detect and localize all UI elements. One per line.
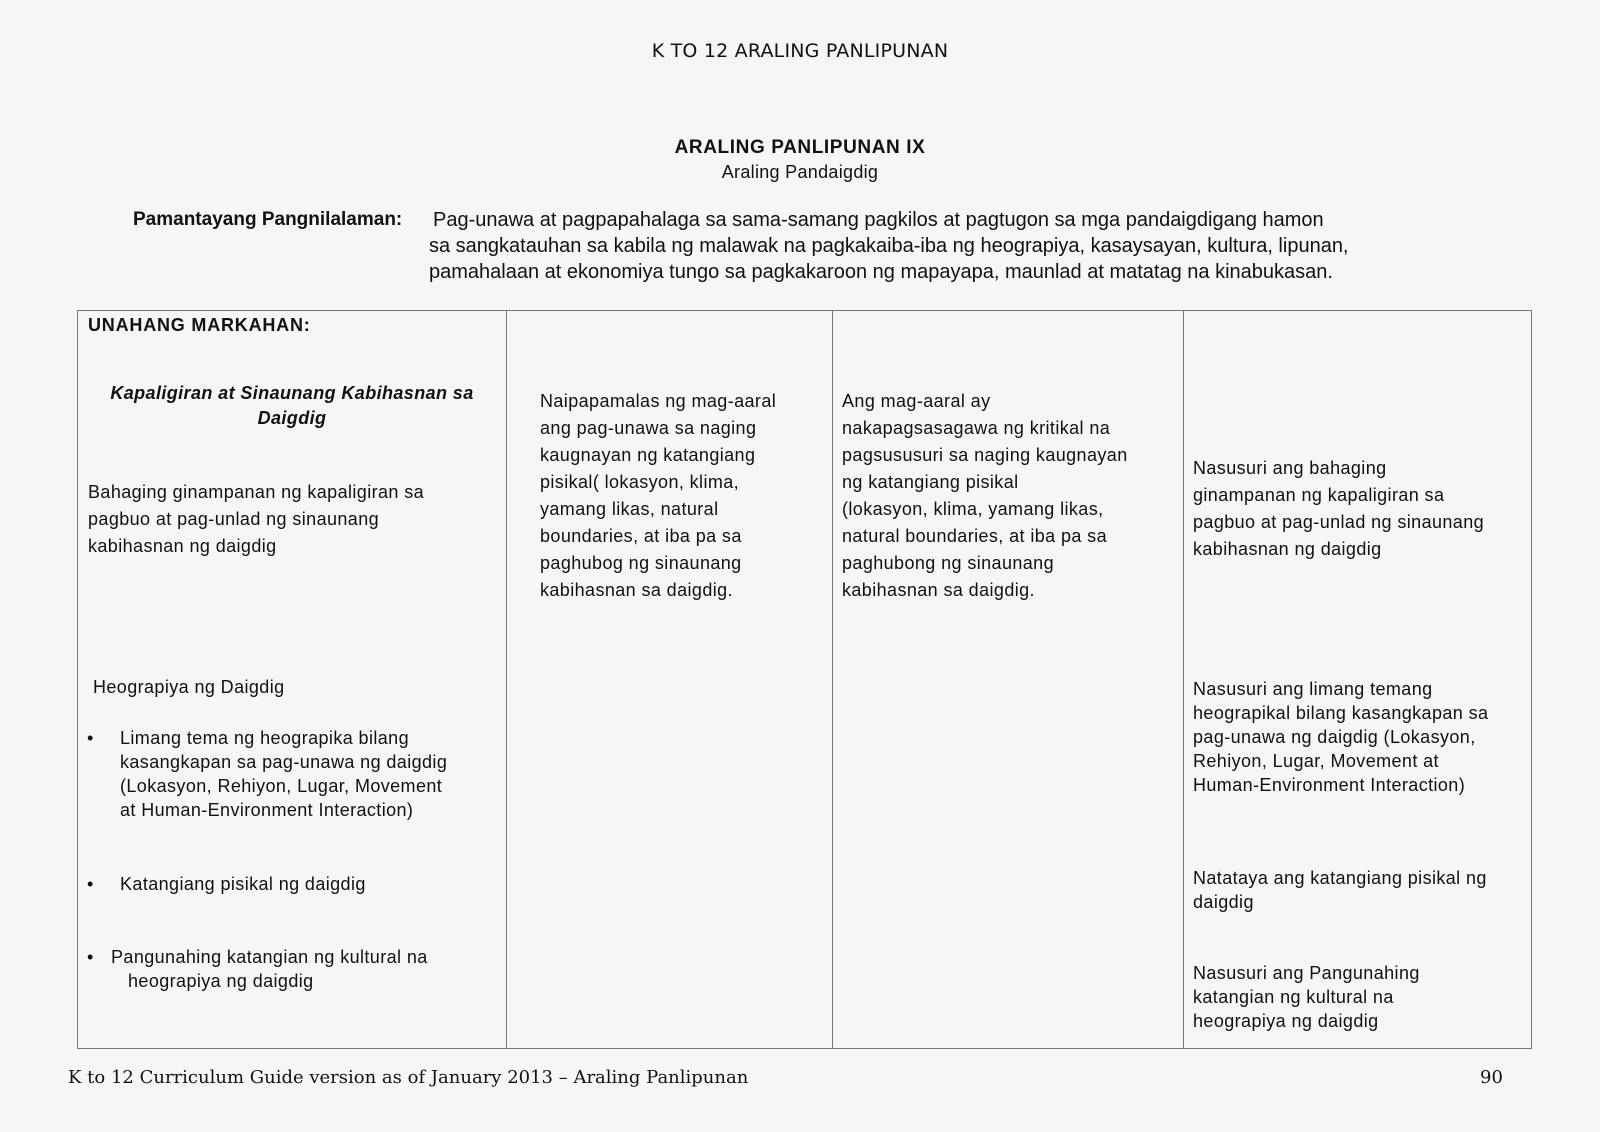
text-line: daigdig (1193, 892, 1254, 912)
text-line: kabihasnan ng daigdig (1193, 539, 1382, 559)
text-line: ang pag-unawa sa naging (540, 418, 757, 438)
text-line: (lokasyon, klima, yamang likas, (842, 499, 1104, 519)
text-line: heograpiya ng daigdig (1193, 1011, 1379, 1031)
text-line: yamang likas, natural (540, 499, 719, 519)
topic-intro (88, 479, 488, 560)
list-item (87, 726, 510, 822)
content-standard-label: Pamantayang Pangnilalaman: (133, 209, 403, 230)
footer-text: K to 12 Curriculum Guide version as of January 2013 – Araling Panlipunan (68, 1067, 749, 1088)
list-item-line: at Human-Environment Interaction) (120, 800, 414, 820)
text-line: boundaries, at iba pa sa (540, 526, 742, 546)
performance-column (832, 311, 1183, 1048)
competency-column (1183, 311, 1531, 1048)
text-line: pisikal( lokasyon, klima, (540, 472, 740, 492)
text-line: pag-unawa ng daigdig (Lokasyon, (1193, 727, 1476, 747)
text-line: pagsususuri sa naging kaugnayan (842, 445, 1128, 465)
text-line: Human-Environment Interaction) (1193, 775, 1466, 795)
subtopic-heading: Heograpiya ng Daigdig (93, 677, 285, 697)
competency-item (1193, 866, 1528, 914)
text-line: paghubog ng sinaunang (540, 553, 742, 573)
competency-item (1193, 677, 1528, 797)
text-line: paghubong ng sinaunang (842, 553, 1054, 573)
text-line: nakapagsasagawa ng kritikal na (842, 418, 1111, 438)
quarter-label: UNAHANG MARKAHAN: (88, 315, 311, 335)
topic-intro-line: Bahaging ginampanan ng kapaligiran sa (88, 482, 425, 502)
curriculum-table (77, 310, 1532, 1049)
text-line: kabihasnan sa daigdig. (540, 580, 733, 600)
document-subtitle: Araling Pandaigdig (721, 162, 879, 182)
content-standard-text (429, 207, 1529, 285)
list-item-line: kasangkapan sa pag-unawa ng daigdig (120, 752, 448, 772)
text-line: Natataya ang katangiang pisikal ng (1193, 868, 1487, 888)
content-standard-line: pamahalaan at ekonomiya tungo sa pagkakaroon ng mapayapa, maunlad at matatag na kinabukasan. (429, 261, 1333, 283)
content-standard-line: sa sangkatauhan sa kabila ng malawak na pagkakaiba-iba ng heograpiya, kasaysayan, kultura, lipunan, (429, 235, 1349, 257)
text-line: natural boundaries, at iba pa sa (842, 526, 1107, 546)
list-item-line: heograpiya ng daigdig (128, 971, 314, 991)
text-line: ginampanan ng kapaligiran sa (1193, 485, 1445, 505)
text-line: kaugnayan ng katangiang (540, 445, 756, 465)
list-item-line: Limang tema ng heograpika bilang (120, 728, 409, 748)
text-line: Rehiyon, Lugar, Movement at (1193, 751, 1439, 771)
text-line: heograpikal bilang kasangkapan sa (1193, 703, 1489, 723)
list-item (87, 872, 510, 896)
text-line: katangian ng kultural na (1193, 987, 1394, 1007)
content-column (78, 311, 506, 1048)
standard-description (540, 388, 830, 604)
competency-item (1193, 455, 1528, 563)
list-item (87, 945, 511, 993)
document-title: ARALING PANLIPUNAN IX (674, 137, 926, 158)
list-item-line: (Lokasyon, Rehiyon, Lugar, Movement (120, 776, 443, 796)
running-header: K TO 12 ARALING PANLIPUNAN (651, 40, 949, 62)
text-line: Nasusuri ang limang temang (1193, 679, 1433, 699)
performance-description (842, 388, 1180, 604)
competency-item (1193, 961, 1528, 1033)
text-line: kabihasnan sa daigdig. (842, 580, 1035, 600)
bullet-marker: • (87, 728, 94, 748)
text-line: ng katangiang pisikal (842, 472, 1019, 492)
list-item-line: Katangiang pisikal ng daigdig (120, 874, 366, 894)
bullet-marker: • (87, 874, 94, 894)
bullet-marker: • (87, 947, 94, 967)
standard-column (506, 311, 832, 1048)
topic-intro-line: pagbuo at pag-unlad ng sinaunang (88, 509, 380, 529)
list-item-line: Pangunahing katangian ng kultural na (111, 947, 428, 967)
topic-intro-line: kabihasnan ng daigdig (88, 536, 277, 556)
text-line: pagbuo at pag-unlad ng sinaunang (1193, 512, 1485, 532)
text-line: Nasusuri ang bahaging (1193, 458, 1387, 478)
content-standard-line: Pag-unawa at pagpapahalaga sa sama-samang pagkilos at pagtugon sa mga pandaigdigang hamon (433, 209, 1324, 231)
text-line: Naipapamalas ng mag-aaral (540, 391, 777, 411)
page-number: 90 (1480, 1067, 1503, 1088)
text-line: Ang mag-aaral ay (842, 391, 991, 411)
topic-title: Kapaligiran at Sinaunang Kabihasnan sa Daigdig (110, 383, 474, 428)
text-line: Nasusuri ang Pangunahing (1193, 963, 1420, 983)
